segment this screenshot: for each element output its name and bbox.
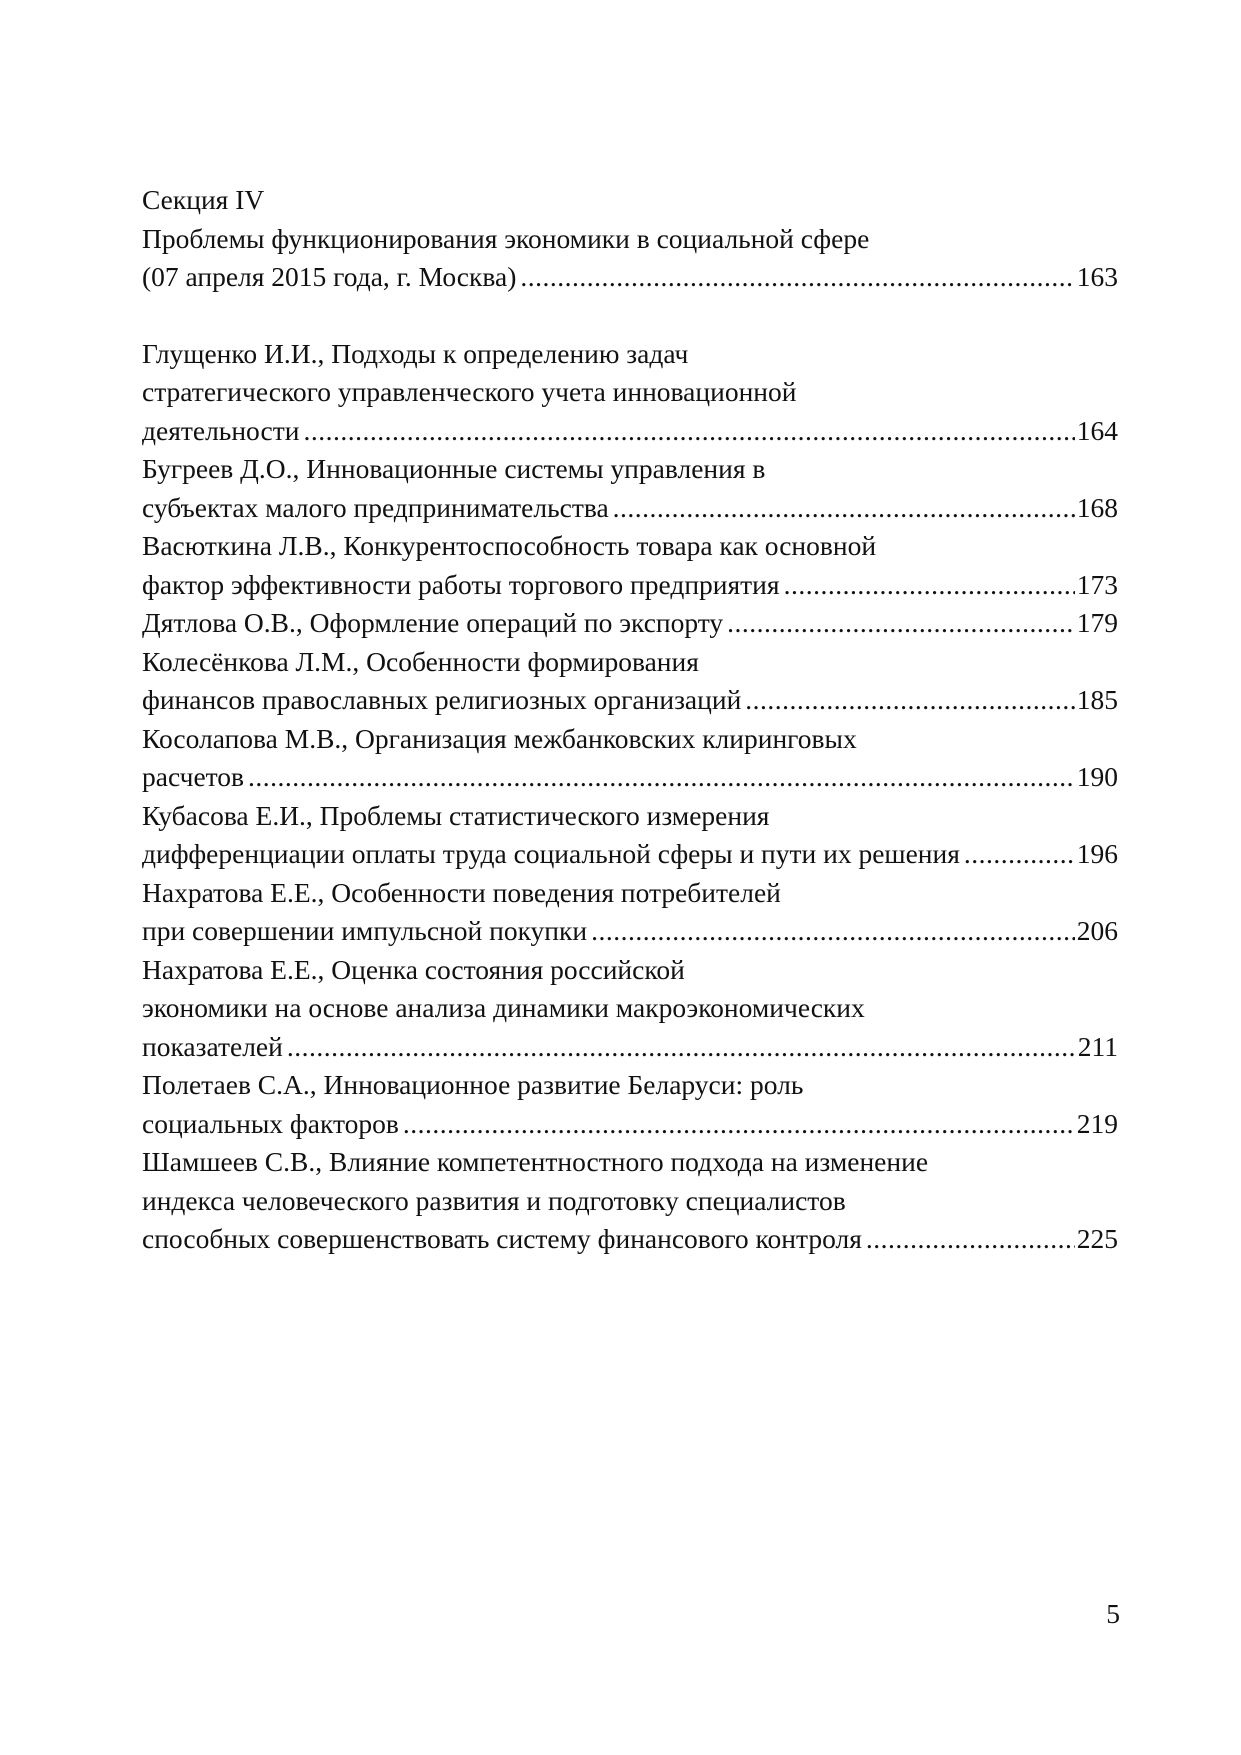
toc-entry[interactable] [142,450,1118,527]
toc-entry-title: финансов православных религиозных организаций [142,684,742,715]
toc-entry-line: индекса человеческого развития и подготовку специалистов [142,1184,846,1216]
toc-entry-last-line [142,1105,1118,1144]
toc-entry-page: 211 [1077,1030,1118,1062]
toc-entry[interactable] [142,335,1118,451]
toc-entry[interactable] [142,874,1118,951]
dot-leader [745,681,1074,720]
toc-entry-line: Глущенко И.И., Подходы к определению задач [142,337,689,369]
toc-entry-last-line [142,412,1118,451]
dot-leader [866,1220,1075,1259]
toc-entry-title: субъектах малого предпринимательства [142,491,609,523]
toc-entry[interactable] [142,797,1118,874]
toc-entry[interactable] [142,604,1118,643]
dot-leader [591,912,1075,951]
toc-entry-title: дифференциации оплаты труда социальной сферы и пути их решения [142,838,960,869]
dot-leader [613,489,1075,528]
toc-entry-title: деятельности [142,414,300,446]
toc-entry-last-line [142,681,1118,720]
toc-entry-line: Васюткина Л.В., Конкурентоспособность товара как основной [142,530,877,561]
toc-entry-last-line [142,566,1118,605]
toc-entry-page: 225 [1076,1223,1118,1254]
toc-entry-last-line [142,912,1118,951]
toc-entry-line: стратегического управленческого учета инновационной [142,376,797,407]
toc-entry-last-line [142,758,1118,797]
dot-leader [303,412,1074,451]
toc-entry-title: социальных факторов [142,1107,399,1139]
page-number: 5 [1106,1598,1120,1629]
toc-entry-title: способных совершенствовать систему финансового контроля [142,1223,862,1254]
section-meta-line [142,258,1118,297]
toc-entries [142,335,1118,1259]
dot-leader [784,566,1075,605]
spacer [142,297,1118,335]
toc-entry-last-line [142,489,1118,528]
toc-entry[interactable] [142,1066,1118,1143]
toc-entry-line: Колесёнкова Л.М., Особенности формирования [142,645,699,677]
toc-entry-line: Нахратова Е.Е., Оценка состояния российской [142,953,685,985]
dot-leader [520,258,1074,297]
section-heading [142,181,1118,297]
toc-entry[interactable] [142,1143,1118,1259]
toc-entry-line: Полетаев С.А., Инновационное развитие Беларуси: роль [142,1069,804,1100]
toc-entry-line: Косолапова М.В., Организация межбанковских клиринговых [142,722,857,754]
toc-entry-line: Бугреев Д.О., Инновационные системы управления в [142,453,766,484]
toc-entry-title: при совершении импульсной покупки [142,915,588,946]
toc-entry-last-line [142,835,1118,874]
toc-entry-page: 190 [1076,761,1118,792]
toc-entry-line: Кубасова Е.И., Проблемы статистического измерения [142,799,770,831]
toc-entry-title: фактор эффективности работы торгового предприятия [142,568,780,600]
toc-entry-line: Шамшеев С.В., Влияние компетентностного подхода на изменение [142,1146,929,1177]
toc-entry[interactable] [142,643,1118,720]
toc-entry-last-line [142,604,1118,643]
toc-entry-last-line [142,1220,1118,1259]
section-title: Проблемы функционирования экономики в социальной сфере [142,222,870,254]
toc-entry-page: 206 [1076,915,1118,946]
toc-entry-title: расчетов [142,761,245,792]
dot-leader [964,835,1075,874]
toc-entry-title: Дятлова О.В., Оформление операций по экспорту [142,607,724,638]
table-of-contents [142,181,1118,1259]
dot-leader [403,1105,1075,1144]
toc-entry-page: 173 [1076,568,1118,600]
toc-entry-page: 219 [1076,1107,1118,1139]
dot-leader [248,758,1075,797]
toc-entry-line: Нахратова Е.Е., Особенности поведения потребителей [142,876,781,908]
section-label: Секция IV [142,184,265,215]
section-meta: (07 апреля 2015 года, г. Москва) [142,261,517,292]
toc-entry-page: 185 [1076,684,1118,715]
section-page: 163 [1076,261,1118,292]
toc-entry-page: 196 [1076,838,1118,869]
dot-leader [727,604,1075,643]
toc-entry-page: 168 [1076,491,1118,523]
toc-entry[interactable] [142,720,1118,797]
toc-entry-line: экономики на основе анализа динамики макроэкономических [142,992,865,1023]
toc-entry[interactable] [142,951,1118,1067]
toc-entry-page: 179 [1076,607,1118,638]
toc-entry[interactable] [142,527,1118,604]
toc-entry-last-line [142,1028,1118,1067]
toc-entry-title: показателей [142,1030,283,1062]
dot-leader [287,1028,1076,1067]
toc-entry-page: 164 [1076,414,1118,446]
